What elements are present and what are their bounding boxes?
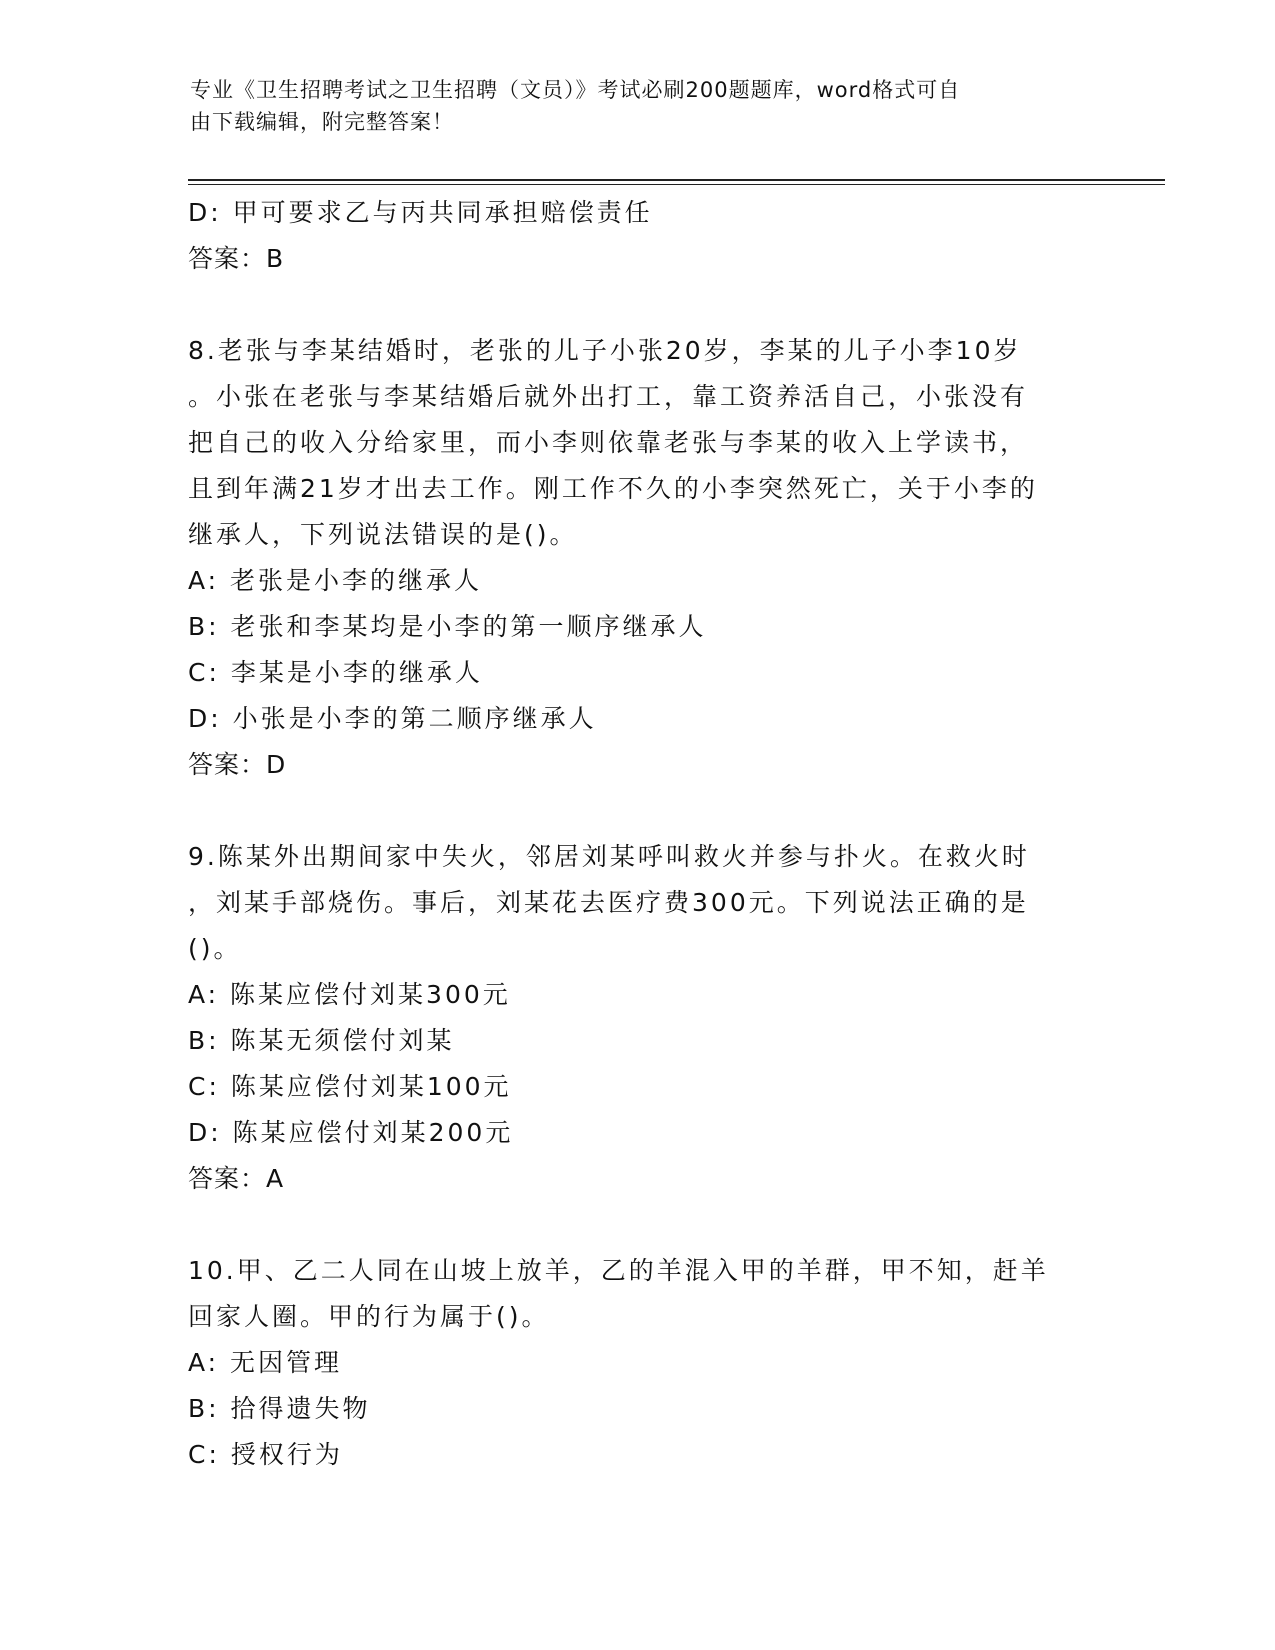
answer-label: 答案：B: [188, 244, 285, 273]
header-divider-thick: [188, 179, 1165, 181]
option-c: C: 授权行为: [188, 1440, 343, 1469]
question-8: [188, 328, 1088, 788]
header-divider-thin: [188, 184, 1165, 185]
option-b: B: 陈某无须偿付刘某: [188, 1026, 455, 1055]
question-stem-line: 9.陈某外出期间家中失火，邻居刘某呼叫救火并参与扑火。在救火时: [188, 842, 1030, 871]
answer-label: 答案：D: [188, 750, 287, 779]
option-b: B: 老张和李某均是小李的第一顺序继承人: [188, 612, 707, 641]
option-a: A: 老张是小李的继承人: [188, 566, 483, 595]
question-list: [188, 190, 1088, 1478]
option-d: D: 小张是小李的第二顺序继承人: [188, 704, 597, 733]
document-header: [190, 74, 1070, 138]
question-7-tail: [188, 190, 1088, 282]
option-c: C: 李某是小李的继承人: [188, 658, 483, 687]
option-d: D: 陈某应偿付刘某200元: [188, 1118, 514, 1147]
question-stem-line: 回家人圈。甲的行为属于()。: [188, 1302, 550, 1331]
spacer: [188, 282, 1088, 328]
question-stem-line: 把自己的收入分给家里，而小李则依靠老张与李某的收入上学读书，: [188, 428, 1029, 457]
header-line-1: 专业《卫生招聘考试之卫生招聘（文员）》考试必刷200题题库，word格式可自: [190, 78, 961, 102]
question-stem-line: 10.甲、乙二人同在山坡上放羊，乙的羊混入甲的羊群，甲不知，赶羊: [188, 1256, 1049, 1285]
option-a: A: 无因管理: [188, 1348, 343, 1377]
question-stem-line: 。小张在老张与李某结婚后就外出打工，靠工资养活自己，小张没有: [188, 382, 1029, 411]
question-stem-line: ，刘某手部烧伤。事后，刘某花去医疗费300元。下列说法正确的是: [188, 888, 1029, 917]
spacer: [188, 1202, 1088, 1248]
question-9: [188, 834, 1088, 1202]
header-line-2: 由下载编辑，附完整答案！: [190, 110, 454, 134]
question-stem-line: 且到年满21岁才出去工作。刚工作不久的小李突然死亡，关于小李的: [188, 474, 1038, 503]
option-d: D: 甲可要求乙与丙共同承担赔偿责任: [188, 198, 653, 227]
option-a: A: 陈某应偿付刘某300元: [188, 980, 511, 1009]
answer-label: 答案：A: [188, 1164, 285, 1193]
question-10: [188, 1248, 1088, 1478]
spacer: [188, 788, 1088, 834]
question-stem-line: 继承人，下列说法错误的是()。: [188, 520, 578, 549]
option-c: C: 陈某应偿付刘某100元: [188, 1072, 512, 1101]
question-stem-line: 8.老张与李某结婚时，老张的儿子小张20岁，李某的儿子小李10岁: [188, 336, 1022, 365]
question-stem-line: ()。: [188, 934, 242, 963]
option-b: B: 拾得遗失物: [188, 1394, 371, 1423]
